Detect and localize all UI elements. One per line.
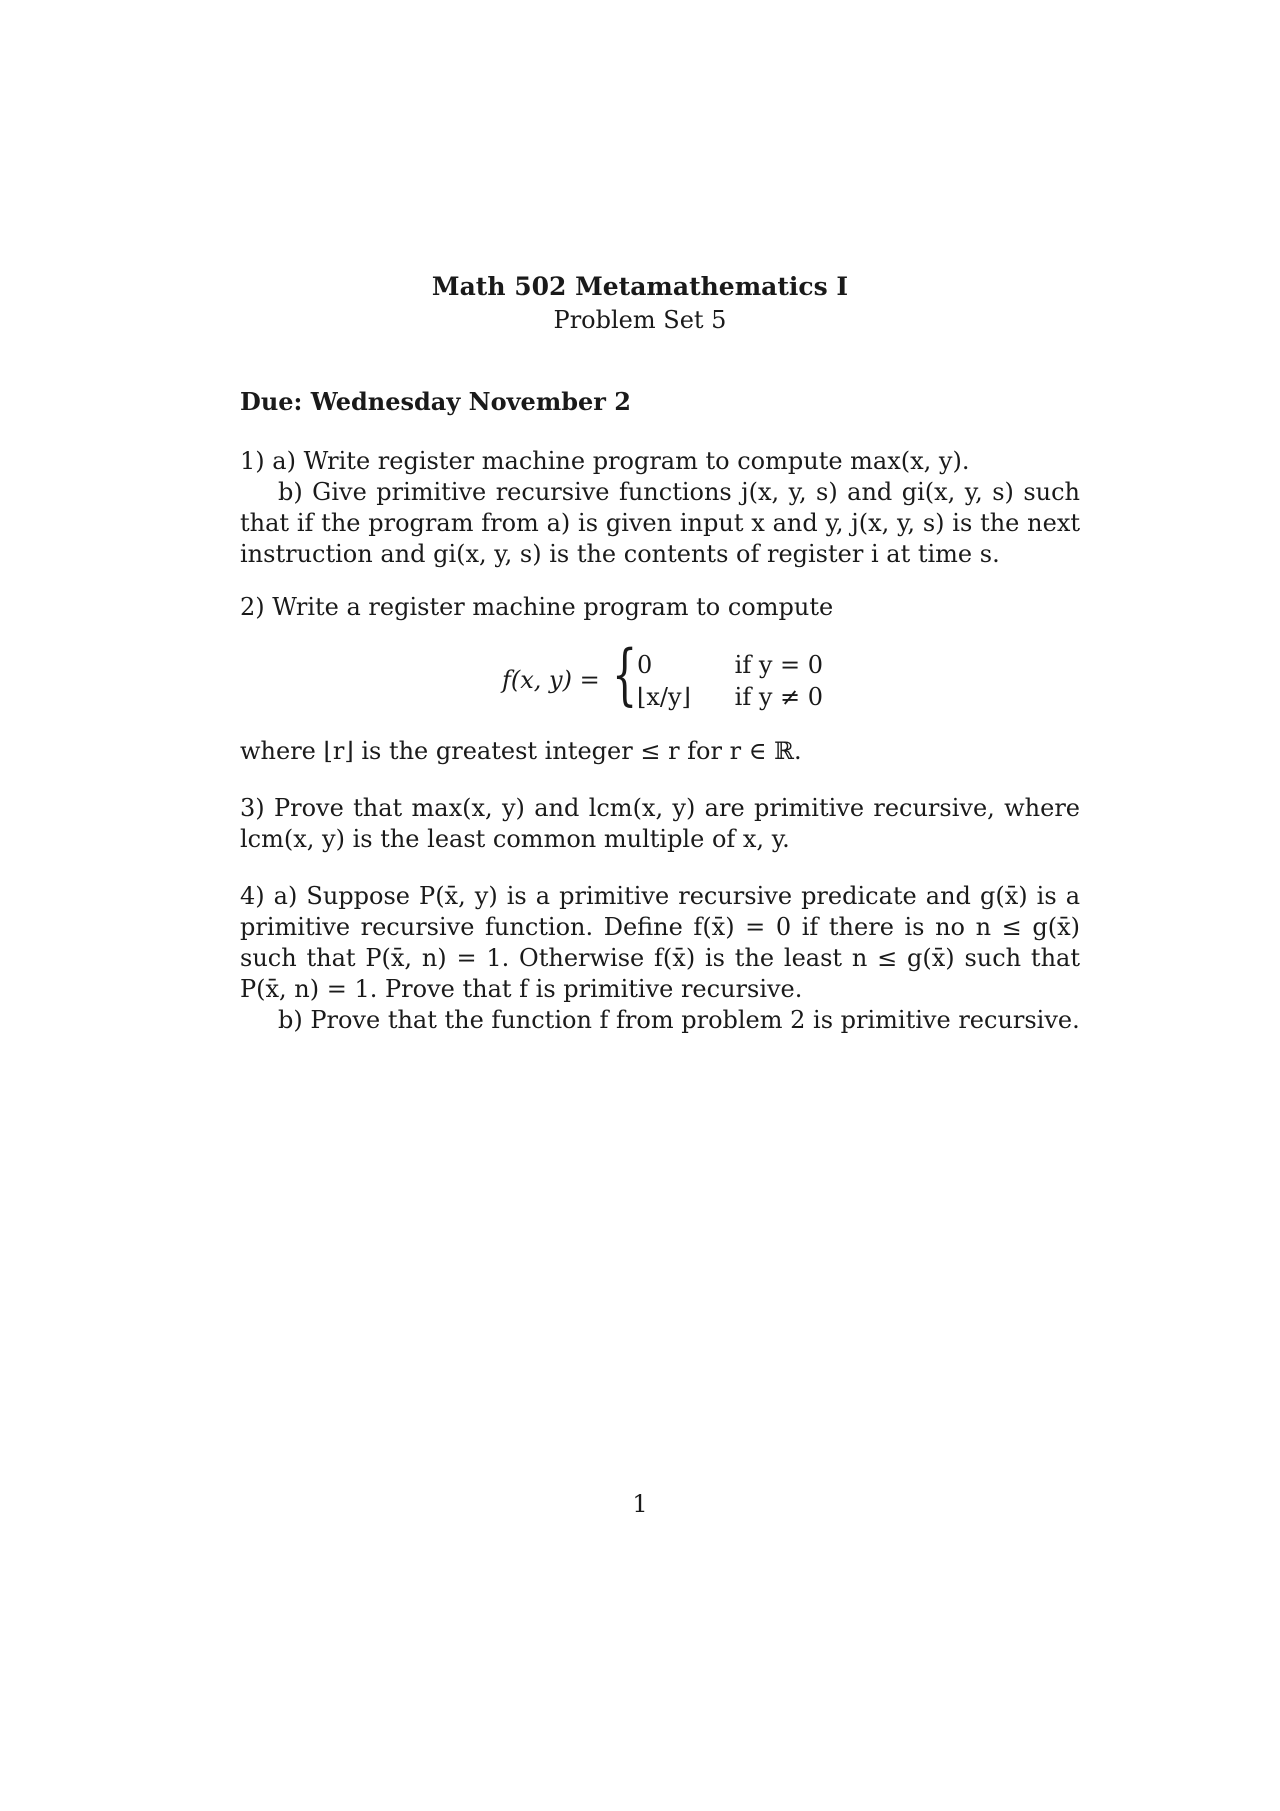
problem-1b: b) Give primitive recursive functions j(x, y, s) and gi(x, y, s) such that if the program from a) is given input x and y, j(x, y, s) is the next instruction and gi(x, y, s) is the contents of register i at time s. — [240, 478, 1080, 568]
case-1-condition: if y = 0 — [734, 651, 824, 679]
problem-4b: b) Prove that the function f from problem 2 is primitive recursive. — [278, 1006, 1080, 1034]
problem-1 — [240, 446, 1080, 570]
piecewise-formula — [502, 636, 824, 718]
problem-4 — [240, 881, 1080, 1036]
problem-2-note — [240, 736, 1080, 767]
page-number: 1 — [632, 1490, 648, 1518]
case-row-1 — [637, 650, 823, 681]
problem-3 — [240, 793, 1080, 855]
left-brace: { — [612, 636, 638, 713]
formula-lhs: f(x, y) = — [502, 666, 600, 694]
problem-3-text: 3) Prove that max(x, y) and lcm(x, y) are primitive recursive, where lcm(x, y) is the least common multiple of x, y. — [240, 794, 1080, 853]
document-title: Math 502 Metamathematics I — [431, 272, 849, 301]
problem-2 — [240, 592, 1080, 623]
problem-1a: 1) a) Write register machine program to compute max(x, y). — [240, 447, 970, 475]
case-2-value: ⌊x/y⌋ — [637, 683, 691, 711]
case-2-condition: if y ≠ 0 — [734, 683, 824, 711]
problem-4a: 4) a) Suppose P(x̄, y) is a primitive recursive predicate and g(x̄) is a primitive recursive function. Define f(x̄) = 0 if there is no n ≤ g(x̄) such that P(x̄, n) = 1. Otherwise f(x̄) is the least n ≤ g(x̄) such that P(x̄, n) = 1. Prove that f is primitive recursive. — [240, 882, 1080, 1003]
case-1-value: 0 — [637, 651, 653, 679]
problem-2-text: 2) Write a register machine program to compute — [240, 593, 834, 621]
due-date: Due: Wednesday November 2 — [240, 387, 631, 416]
problem-2-note-text: where ⌊r⌋ is the greatest integer ≤ r for r ∈ ℝ. — [240, 737, 802, 765]
document-subtitle: Problem Set 5 — [553, 306, 727, 334]
title-block — [0, 270, 1280, 336]
case-row-2 — [637, 682, 823, 713]
